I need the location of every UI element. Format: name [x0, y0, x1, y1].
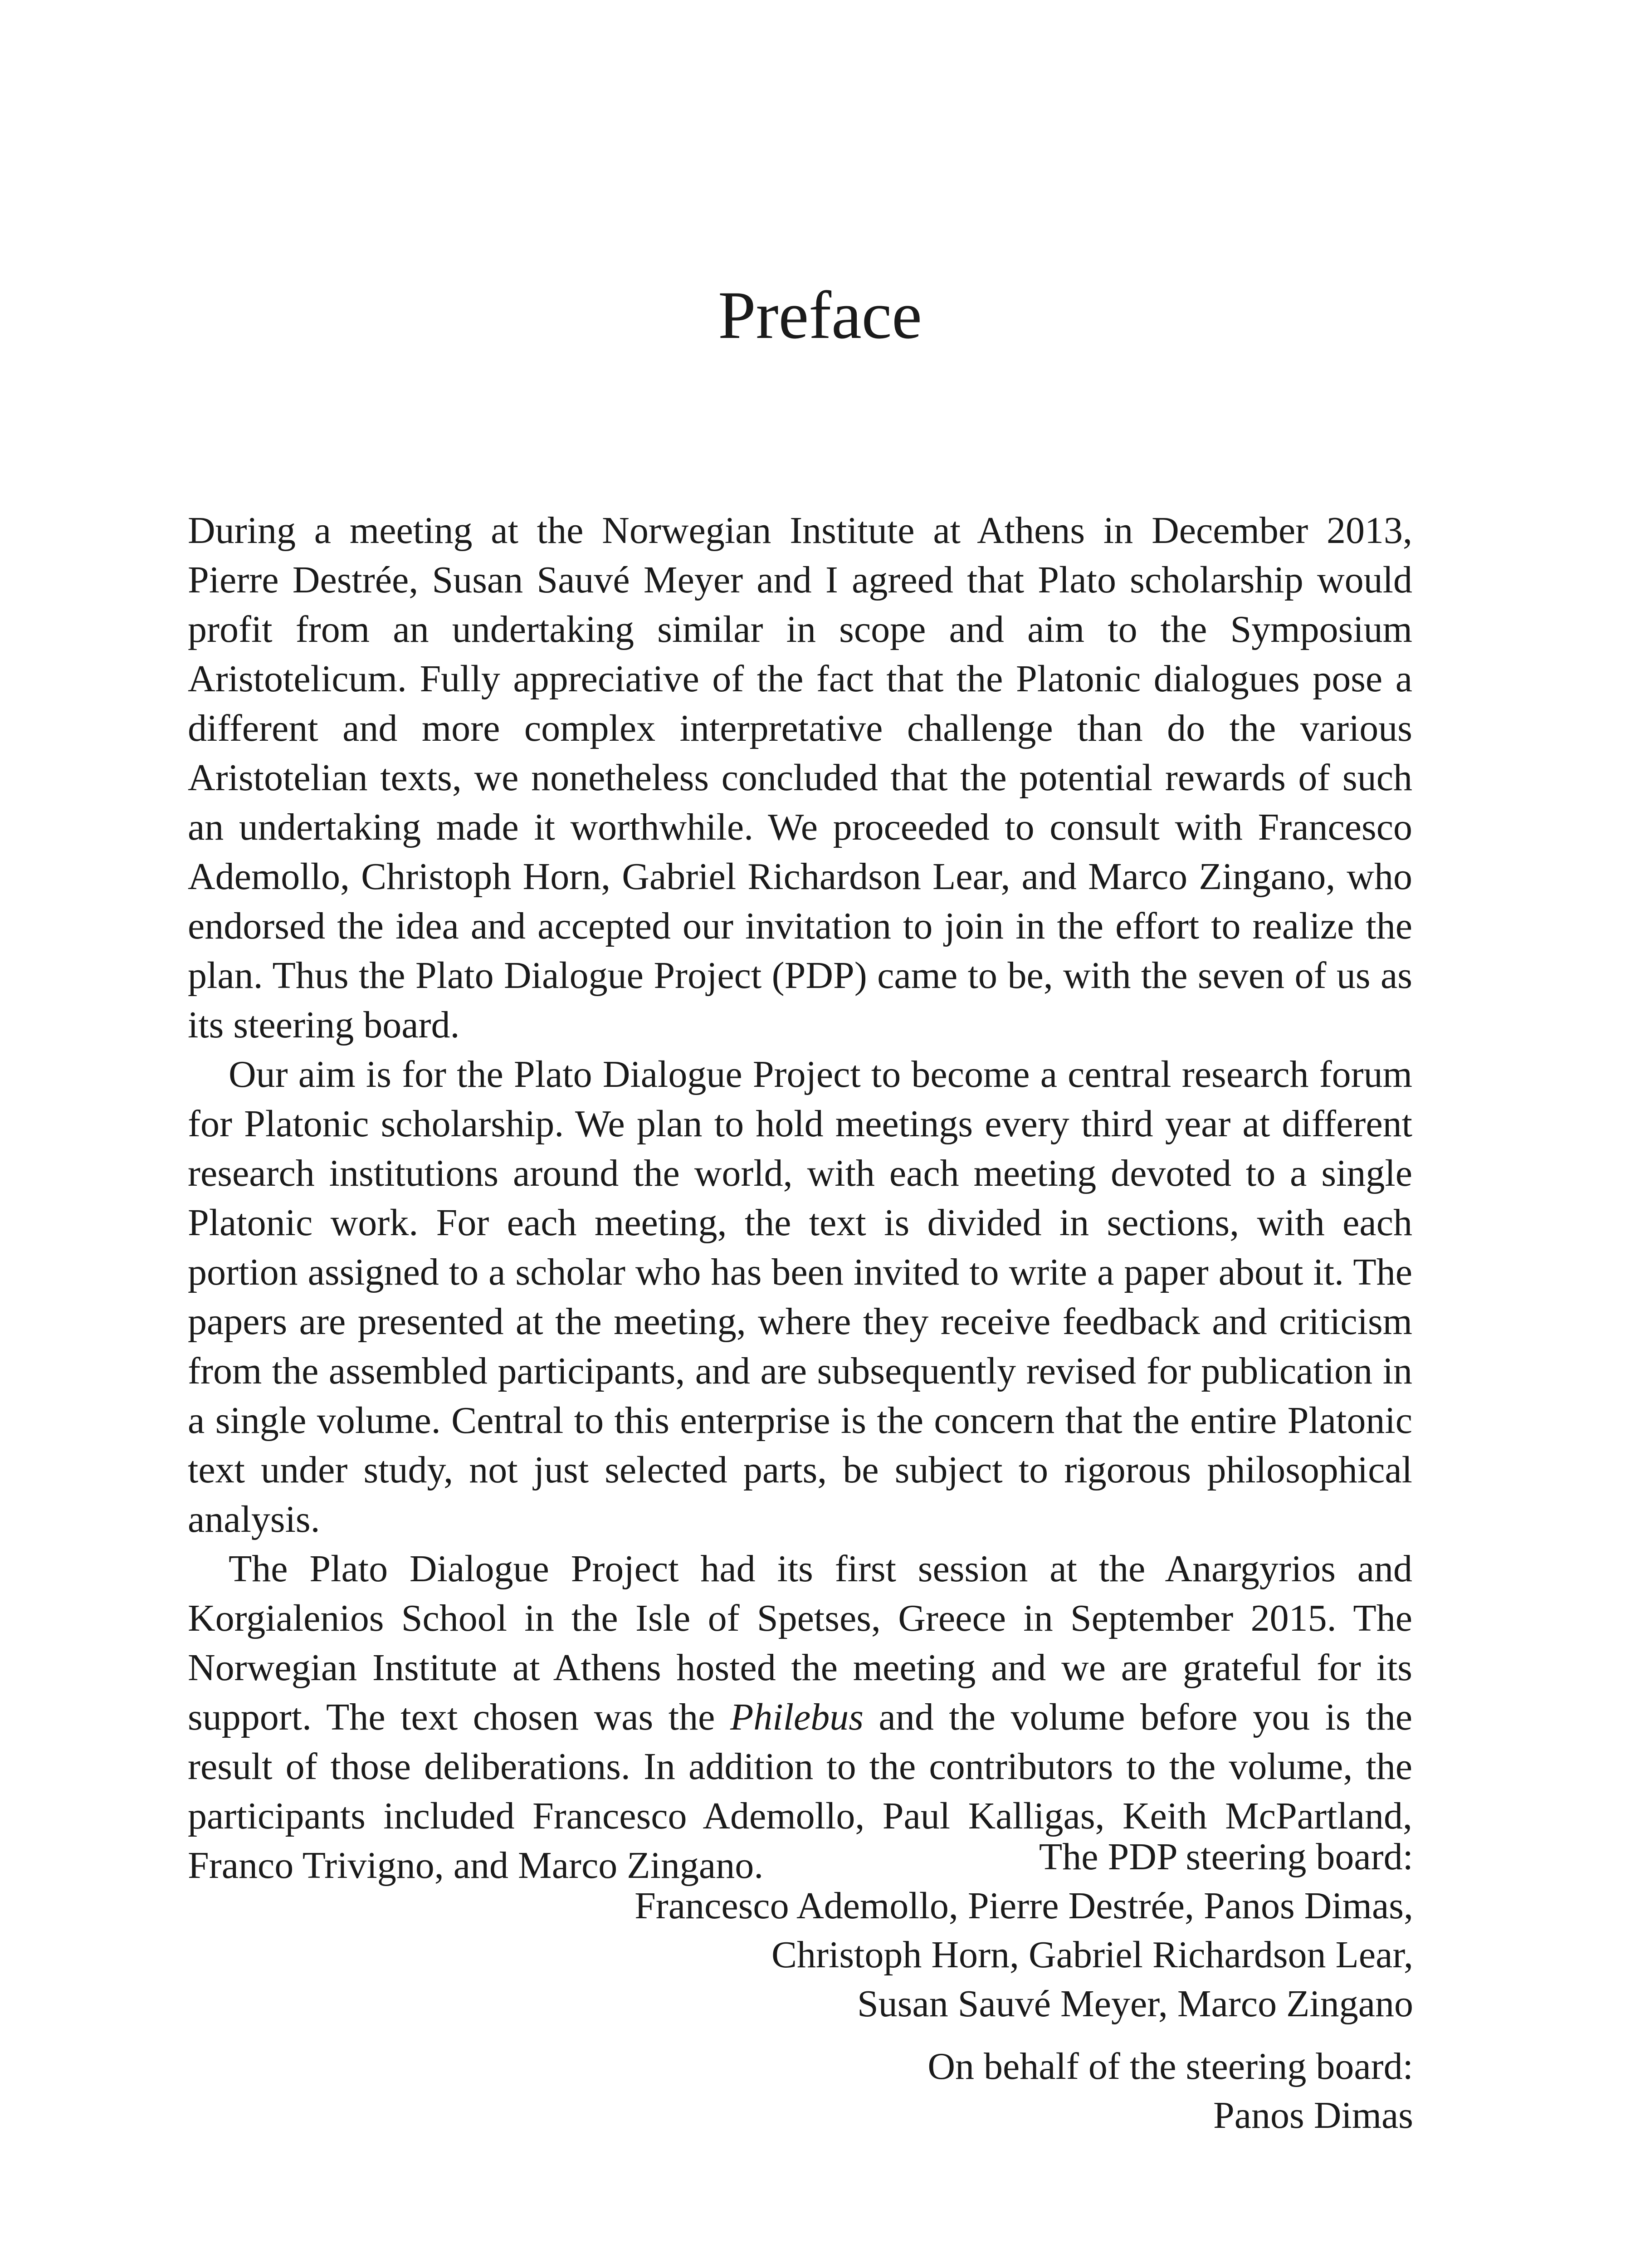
preface-body	[188, 506, 1412, 1890]
paragraph-1	[188, 506, 1412, 1050]
paragraph-1-text: During a meeting at the Norwegian Institute at Athens in December 2013, Pierre Destrée, Susan Sauvé Meyer and I agreed that Plato scholarship would profit from an undertaking similar in scope and aim to the Symposium Aristotelicum. Fully appreciative of the fact that the Platonic dialogues pose a different and more complex interpretative challenge than do the various Aristotelian texts, we nonetheless concluded that the potential rewards of such an undertaking made it worthwhile. We proceeded to consult with Francesco Ademollo, Christoph Horn, Gabriel Richardson Lear, and Marco Zingano, who endorsed the idea and accepted our invitation to join in the effort to realize the plan. Thus the Plato Dialogue Project (PDP) came to be, with the seven of us as its steering board.	[188, 509, 1412, 1046]
board-members-line-3: Susan Sauvé Meyer, Marco Zingano	[857, 1983, 1413, 2025]
paragraph-3-text-after: and the volume before you is the result of those deliberations. In addition to the contributors to the volume, the participants included Francesco Ademollo, Paul Kalligas, Keith McPartland, Franco Trivigno, and Marco Zingano.	[188, 1696, 1413, 1887]
signature-spacer	[325, 2028, 1413, 2042]
behalf-label: On behalf of the steering board:	[927, 2045, 1413, 2087]
board-label: The PDP steering board:	[1039, 1836, 1413, 1878]
behalf-name: Panos Dimas	[1213, 2094, 1413, 2136]
paragraph-2-text: Our aim is for the Plato Dialogue Project to become a central research forum for Platonic scholarship. We plan to hold meetings every third year at different research institutions around the world, with each meeting devoted to a single Platonic work. For each meeting, the text is divided in sections, with each portion assigned to a scholar who has been invited to write a paper about it. The papers are presented at the meeting, where they receive feedback and criticism from the assembled participants, and are subsequently revised for publication in a single volume. Central to this enterprise is the concern that the entire Platonic text under study, not just selected parts, be subject to rigorous philosophical analysis.	[188, 1053, 1412, 1540]
board-members-line-2: Christoph Horn, Gabriel Richardson Lear,	[771, 1934, 1413, 1976]
paragraph-3-text-before: The Plato Dialogue Project had its first session at the Anargyrios and Korgialenios School in the Isle of Spetses, Greece in September 2015. The Norwegian Institute at Athens hosted the meeting and we are grateful for its support. The text chosen was the	[188, 1548, 1412, 1738]
paragraph-2	[188, 1050, 1412, 1544]
signature-block	[325, 1833, 1413, 2140]
paragraph-3-italic-title: Philebus	[730, 1696, 864, 1738]
board-members-line-1: Francesco Ademollo, Pierre Destrée, Panos Dimas,	[635, 1885, 1413, 1927]
page-title: Preface	[718, 278, 922, 353]
